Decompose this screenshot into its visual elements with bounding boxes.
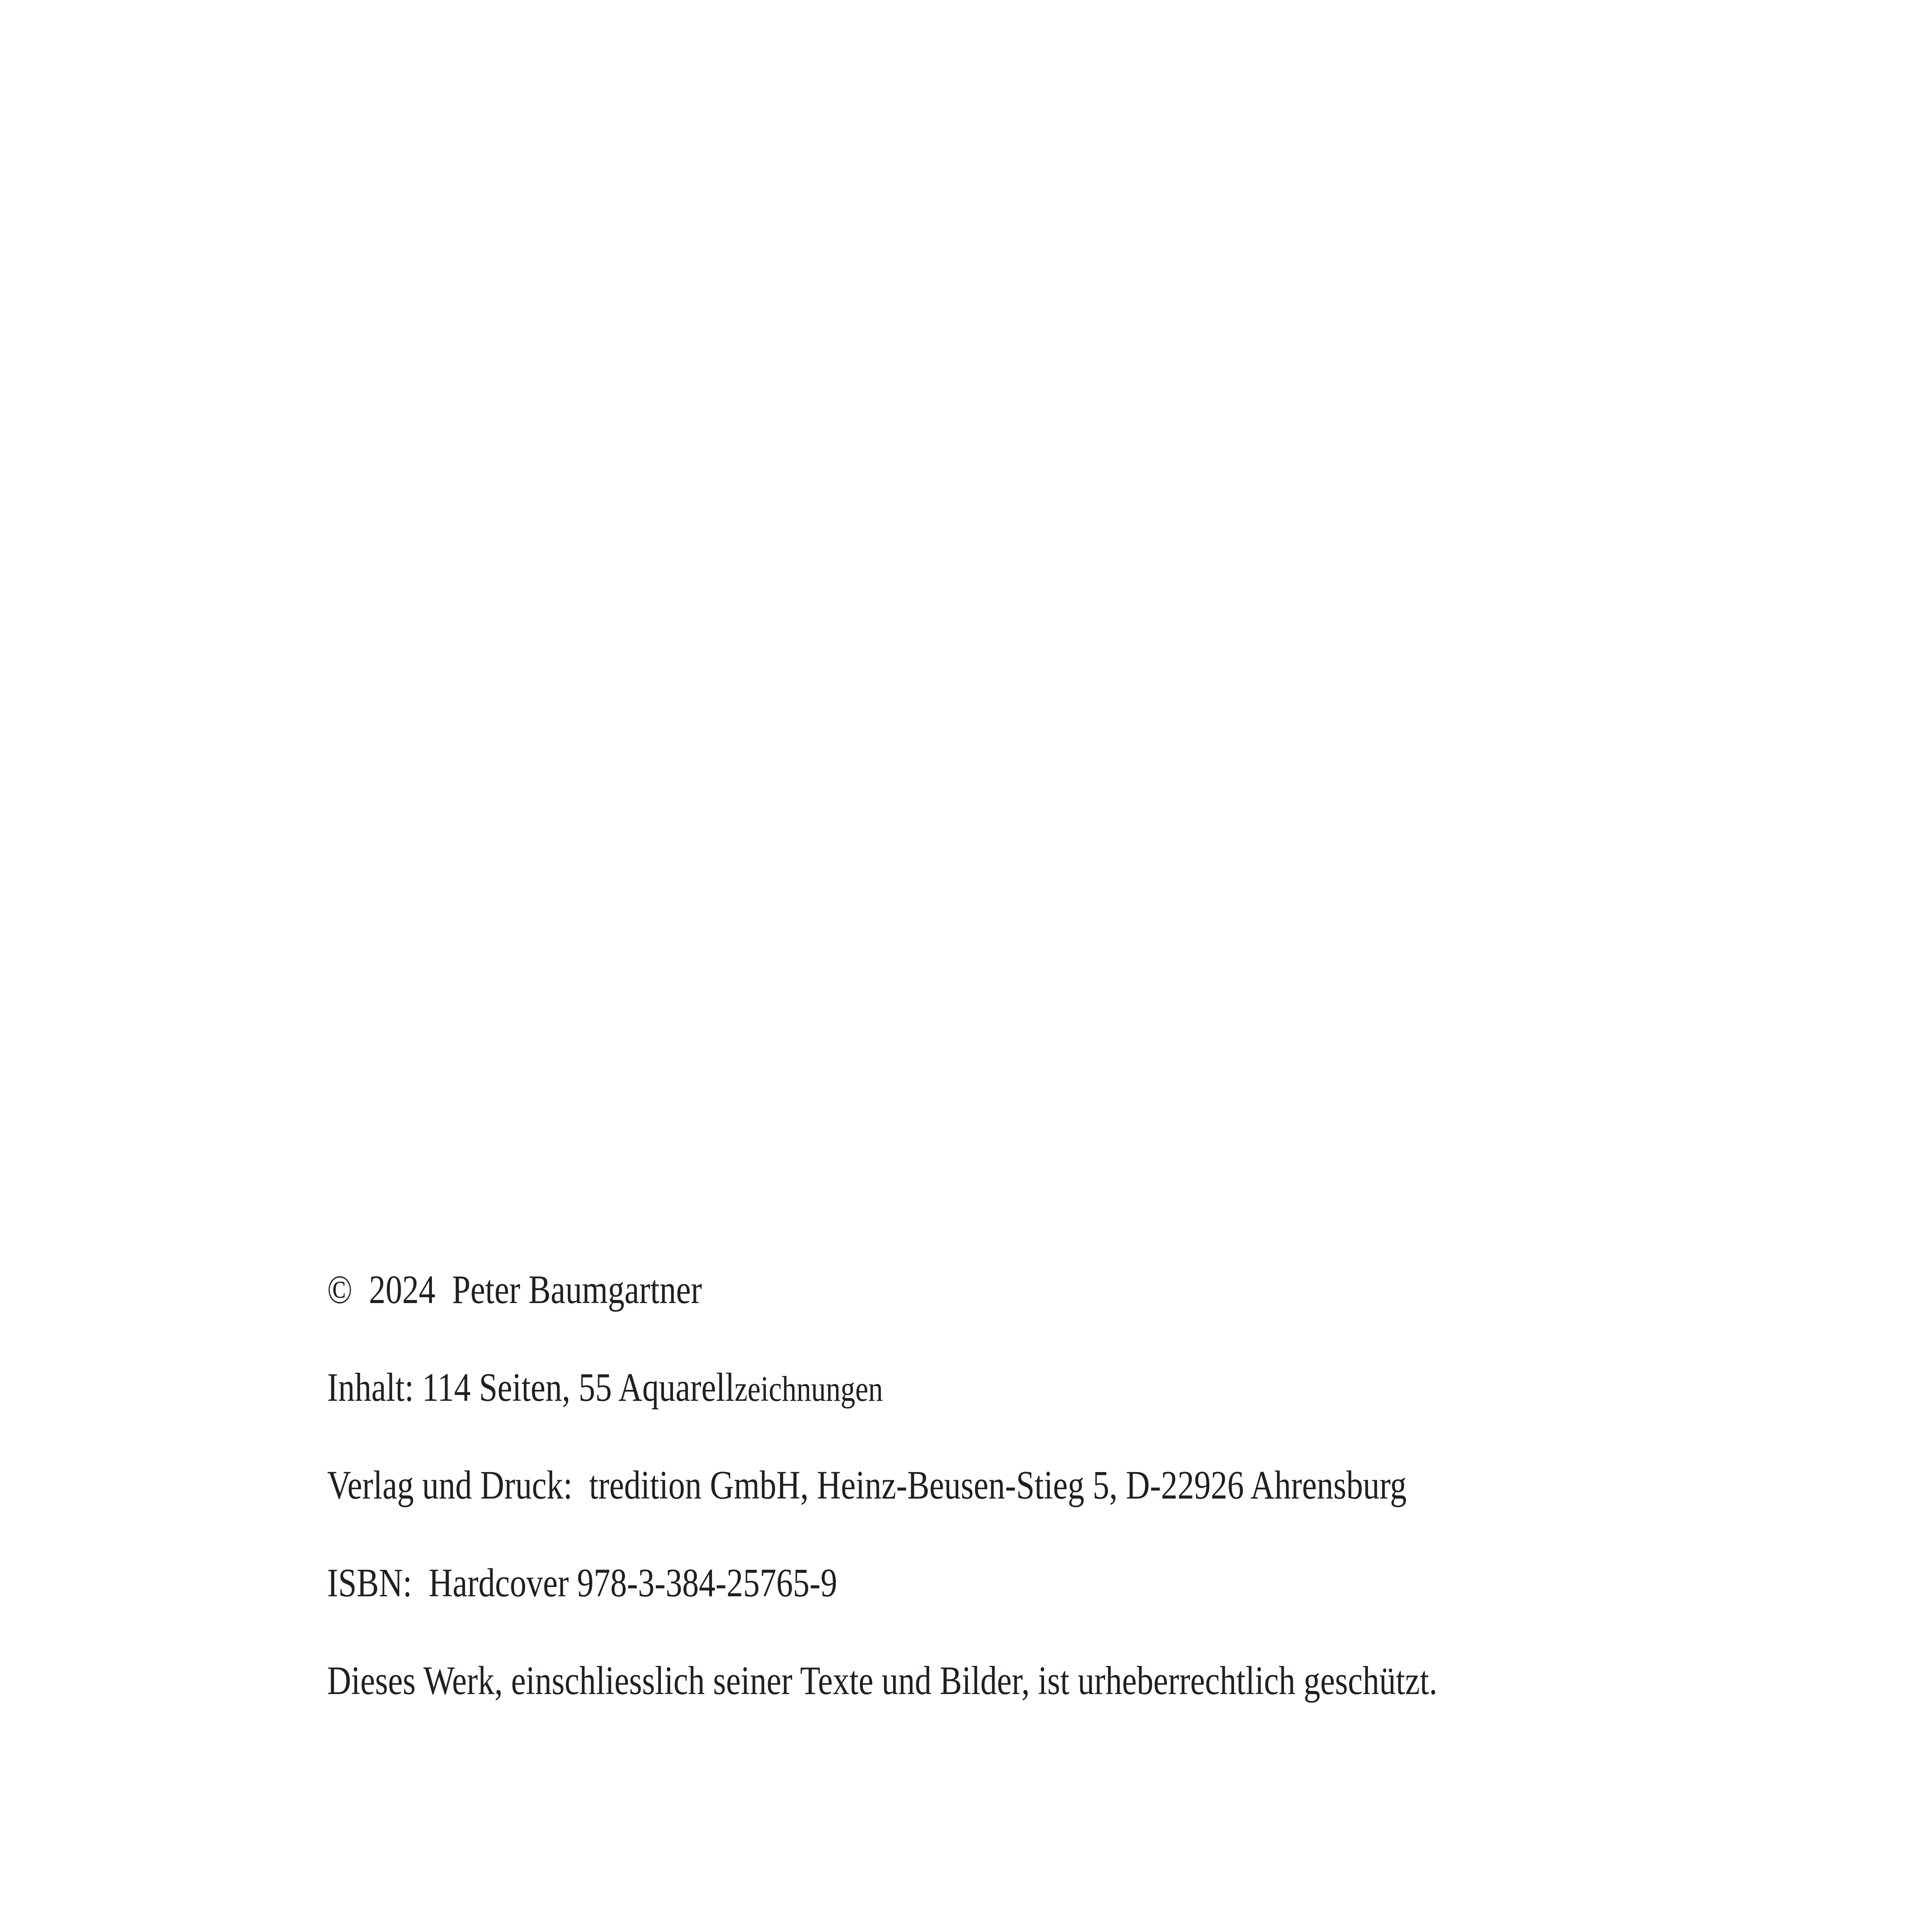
content-line-main: Inhalt: 114 Seiten, 55 Aquarell: [327, 1365, 735, 1410]
content-line-suffix: zeichnungen: [734, 1369, 883, 1409]
content-line: [327, 1367, 1573, 1408]
copyright-line: © 2024 Peter Baumgartner: [327, 1267, 702, 1312]
imprint-block: [327, 1267, 1573, 1703]
rights-line: Dieses Werk, einschliesslich seiner Texte und Bilder, ist urheberrechtlich geschützt.: [327, 1658, 1437, 1703]
isbn-line: ISBN: Hardcover 978-3-384-25765-9: [327, 1560, 837, 1605]
publisher-line: Verlag und Druck: tredition GmbH, Heinz-Beusen-Stieg 5, D-22926 Ahrensburg: [327, 1463, 1407, 1508]
